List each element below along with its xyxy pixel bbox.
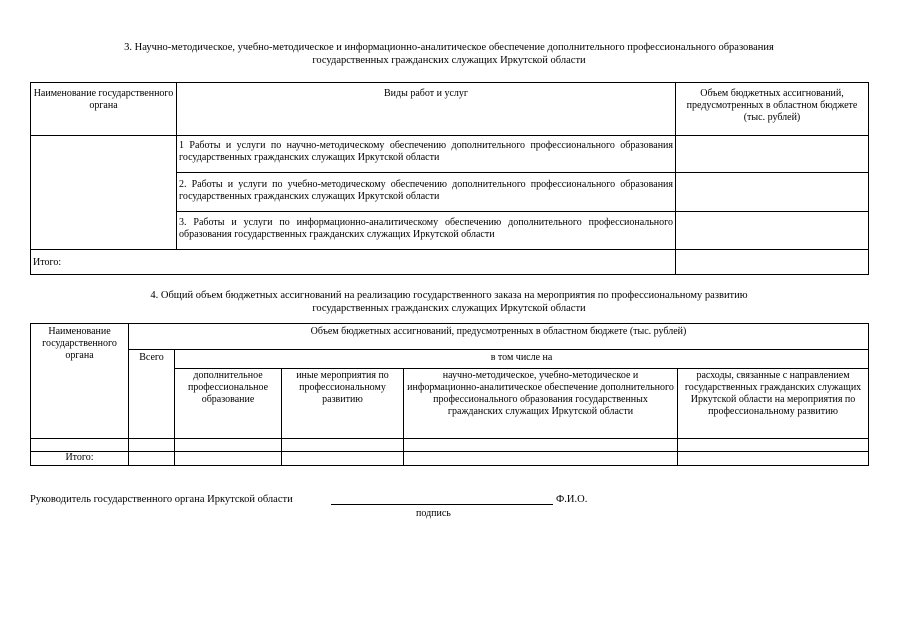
header-expenses: расходы, связанные с направлением государственных гражданских служащих Иркутской области на мероприятия по профессиональному развитию xyxy=(678,369,869,439)
section-4-title-line-2: государственных гражданских служащих Иркутской области xyxy=(312,303,586,314)
total-amount-cell xyxy=(676,250,869,275)
empty-cell xyxy=(282,452,404,466)
table-row xyxy=(31,136,869,173)
signature-label: Руководитель государственного органа Иркутской области xyxy=(30,494,293,505)
total-row xyxy=(31,250,869,275)
empty-cell xyxy=(678,452,869,466)
header-other-activities: иные мероприятия по профессиональному развитию xyxy=(282,369,404,439)
header-additional-education: дополнительное профессиональное образование xyxy=(175,369,282,439)
works-table xyxy=(30,82,869,275)
header-amount: Объем бюджетных ассигнований, предусмотренных в областном бюджете (тыс. рублей) xyxy=(129,324,869,350)
total-row xyxy=(31,452,869,466)
header-org-name: Наименование государственного органа xyxy=(31,324,129,439)
empty-cell xyxy=(175,452,282,466)
works-table-header-row xyxy=(31,83,869,136)
amount-cell-2 xyxy=(676,173,869,212)
empty-cell xyxy=(129,439,175,452)
section-3-title-line-1: 3. Научно-методическое, учебно-методическое и информационно-аналитическое обеспечение дополнительного профессионального образования xyxy=(124,42,774,53)
empty-cell xyxy=(31,439,129,452)
empty-cell xyxy=(404,452,678,466)
org-name-cell xyxy=(31,136,177,250)
signature-caption: подпись xyxy=(416,508,451,519)
budget-table xyxy=(30,323,869,466)
total-label: Итого: xyxy=(31,452,129,466)
work-item-1: 1 Работы и услуги по научно-методическому обеспечению дополнительного профессионального образования государственных гражданских служащих Иркутской области xyxy=(177,136,676,173)
fio-label: Ф.И.О. xyxy=(556,494,588,505)
empty-cell xyxy=(129,452,175,466)
signature-line xyxy=(331,504,553,505)
amount-cell-3 xyxy=(676,212,869,250)
header-works: Виды работ и услуг xyxy=(177,83,676,136)
header-amount: Объем бюджетных ассигнований, предусмотренных в областном бюджете (тыс. рублей) xyxy=(676,83,869,136)
budget-header-row-1 xyxy=(31,324,869,350)
empty-cell xyxy=(678,439,869,452)
header-org-name: Наименование государственного органа xyxy=(31,83,177,136)
section-3-title-line-2: государственных гражданских служащих Иркутской области xyxy=(312,55,586,66)
header-methodical-support: научно-методическое, учебно-методическое и информационно-аналитическое обеспечение дополнительного профессионального образования государственных гражданских служащих Иркутской области xyxy=(404,369,678,439)
work-item-3: 3. Работы и услуги по информационно-аналитическому обеспечению дополнительного профессионального образования государственных гражданских служащих Иркутской области xyxy=(177,212,676,250)
section-4-title-line-1: 4. Общий объем бюджетных ассигнований на реализацию государственного заказа на мероприятия по профессиональному развитию xyxy=(150,290,748,301)
table-row xyxy=(31,439,869,452)
total-label: Итого: xyxy=(31,250,676,275)
header-total: Всего xyxy=(129,350,175,439)
budget-header-row-2 xyxy=(31,350,869,369)
amount-cell-1 xyxy=(676,136,869,173)
work-item-2: 2. Работы и услуги по учебно-методическому обеспечению дополнительного профессионального образования государственных гражданских служащих Иркутской области xyxy=(177,173,676,212)
header-including: в том числе на xyxy=(175,350,869,369)
section-4-title xyxy=(30,289,868,315)
section-3-title xyxy=(30,41,868,67)
empty-cell xyxy=(282,439,404,452)
empty-cell xyxy=(404,439,678,452)
empty-cell xyxy=(175,439,282,452)
